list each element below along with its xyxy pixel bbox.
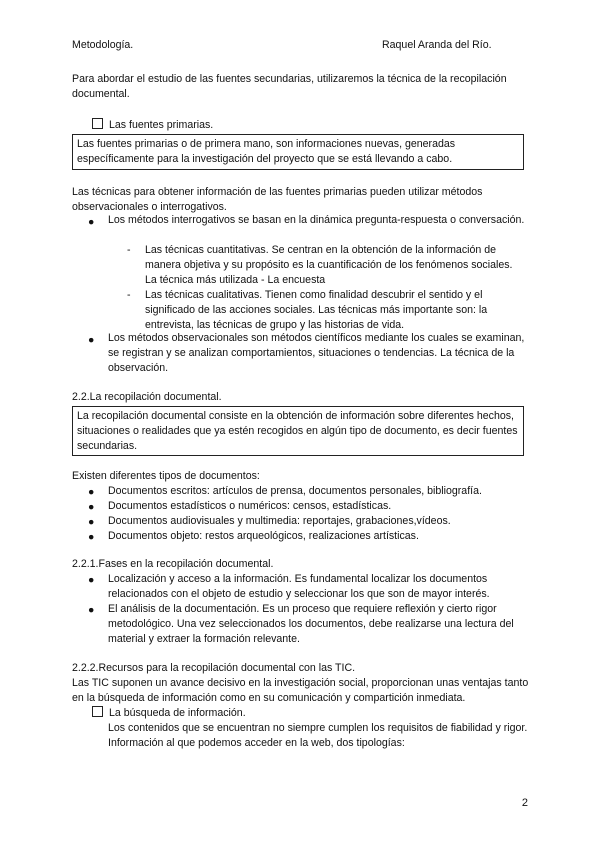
tipo-audiovisuales: Documentos audiovisuales y multimedia: reportajes, grabaciones,vídeos. (108, 515, 451, 527)
bullet-icon: ● (88, 501, 95, 513)
tipos-intro: Existen diferentes tipos de documentos: (72, 470, 260, 482)
bullet-icon: ● (88, 334, 95, 346)
bullet-icon: ● (88, 216, 95, 228)
checkbox-icon (92, 118, 103, 129)
tipo-objeto: Documentos objeto: restos arqueológicos, realizaciones artísticas. (108, 530, 419, 542)
section-22-heading: 2.2.La recopilación documental. (72, 391, 222, 403)
primarias-box (72, 134, 524, 170)
tipo-estadisticos: Documentos estadísticos o numéricos: censos, estadísticas. (108, 500, 392, 512)
bullet-icon: ● (88, 604, 95, 616)
section-222-heading: 2.2.2.Recursos para la recopilación documental con las TIC. (72, 662, 356, 674)
recopilacion-box (72, 406, 524, 456)
metodo-interrogativo: Los métodos interrogativos se basan en la dinámica pregunta-respuesta o conversación. (108, 214, 525, 226)
header-left: Metodología. (72, 39, 134, 51)
bullet-icon: ● (88, 531, 95, 543)
dash-icon: - (127, 244, 131, 256)
section-221-heading: 2.2.1.Fases en la recopilación documental. (72, 558, 274, 570)
bullet-icon: ● (88, 574, 95, 586)
checkbox-busqueda (92, 706, 246, 721)
header-right: Raquel Aranda del Río. (382, 39, 492, 51)
recopilacion-box-text: La recopilación documental consiste en la obtención de información sobre diferentes hechos, situaciones o realidades que ya estén recogidos en algún tipo de documento, es decir fuentes secundarias. (77, 410, 518, 452)
tipo-escritos: Documentos escritos: artículos de prensa, documentos personales, bibliografía. (108, 485, 482, 497)
intro-paragraph: Para abordar el estudio de las fuentes secundarias, utilizaremos la técnica de la recopilación documental. (72, 73, 507, 100)
tecnicas-intro: Las técnicas para obtener información de las fuentes primarias pueden utilizar métodos observacionales o interrogativos. (72, 186, 483, 213)
tecnicas-cuantitativas: Las técnicas cuantitativas. Se centran en la obtención de la información de manera objetiva y su propósito es la cuantificación de los fenómenos sociales. La técnica más utilizada - La encuesta (145, 244, 513, 286)
checkbox-primarias (92, 118, 213, 133)
bullet-icon: ● (88, 516, 95, 528)
checkbox-icon (92, 706, 103, 717)
primarias-box-text: Las fuentes primarias o de primera mano, son informaciones nuevas, generadas específicamente para la investigación del proyecto que se está llevando a cabo. (77, 138, 456, 165)
bullet-icon: ● (88, 486, 95, 498)
fase-analisis: El análisis de la documentación. Es un proceso que requiere reflexión y cierto rigor metodológico. Una vez seleccionados los documentos, debe realizarse una lectura del material y extraer la formación relevante. (108, 603, 514, 645)
tecnicas-cualitativas: Las técnicas cualitativas. Tienen como finalidad descubrir el sentido y el significado de las acciones sociales. Las técnicas más importante son: la entrevista, las técnicas de grupo y las historias de vida. (145, 289, 488, 331)
busqueda-text: Los contenidos que se encuentran no siempre cumplen los requisitos de fiabilidad y rigor. Información al que podemos acceder en la web, dos tipologías: (108, 722, 528, 749)
fase-localizacion: Localización y acceso a la información. Es fundamental localizar los documentos relacionados con el objeto de estudio y seleccionar los que son de mayor interés. (108, 573, 490, 600)
metodo-observacional: Los métodos observacionales son métodos científicos mediante los cuales se examinan, se registran y se analizan comportamientos, situaciones o tendencias. La técnica de la observación. (108, 332, 525, 374)
dash-icon: - (127, 289, 131, 301)
checkbox-busqueda-label: La búsqueda de información. (109, 707, 246, 719)
page-number: 2 (521, 797, 528, 809)
checkbox-primarias-label: Las fuentes primarias. (109, 119, 214, 131)
section-222-text: Las TIC suponen un avance decisivo en la investigación social, proporcionan unas ventajas tanto en la búsqueda de información como en su comunicación y compartición inmediata. (72, 677, 529, 704)
